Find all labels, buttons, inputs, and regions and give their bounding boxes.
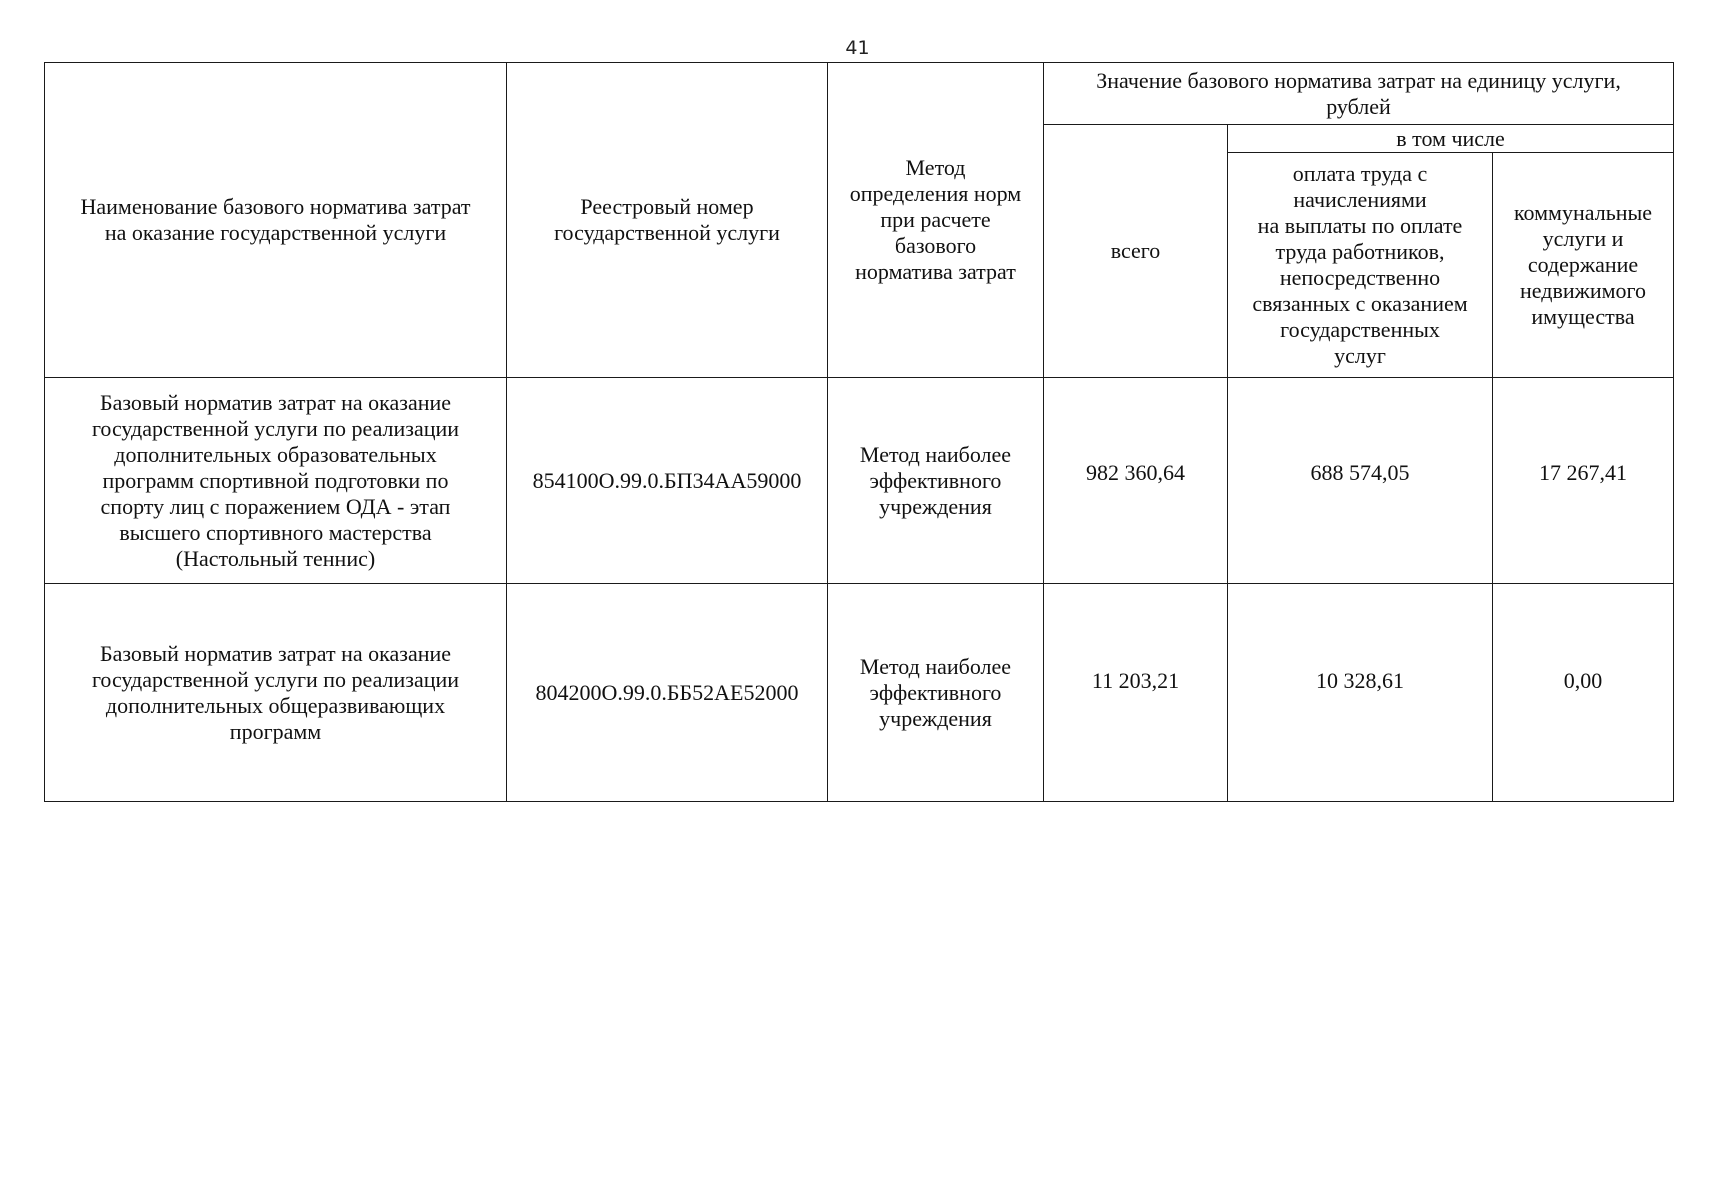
row-name-cell: Базовый норматив затрат на оказание государственной услуги по реализации дополнительных общеразвивающих программ bbox=[45, 584, 507, 802]
header-name-cell: Наименование базового норматива затрат на оказание государственной услуги bbox=[45, 63, 507, 378]
row-method-cell: Метод наиболее эффективного учреждения bbox=[828, 378, 1044, 584]
header-row-1 bbox=[45, 63, 1674, 125]
header-utilities-cell: коммунальные услуги и содержание недвижимого имущества bbox=[1493, 153, 1674, 378]
header-including-cell: в том числе bbox=[1228, 125, 1674, 153]
table-row bbox=[45, 378, 1674, 584]
header-method-cell: Метод определения норм при расчете базового норматива затрат bbox=[828, 63, 1044, 378]
row-total-cell: 982 360,64 bbox=[1044, 378, 1228, 584]
row-labor-cell: 688 574,05 bbox=[1228, 378, 1493, 584]
header-labor-cell: оплата труда с начислениями на выплаты по оплате труда работников, непосредственно связанных с оказанием государственных услуг bbox=[1228, 153, 1493, 378]
row-utilities-cell: 17 267,41 bbox=[1493, 378, 1674, 584]
row-total-cell: 11 203,21 bbox=[1044, 584, 1228, 802]
row-labor-cell: 10 328,61 bbox=[1228, 584, 1493, 802]
page-number: 41 bbox=[845, 37, 870, 59]
header-total-cell: всего bbox=[1044, 125, 1228, 378]
header-value-group-cell: Значение базового норматива затрат на единицу услуги, рублей bbox=[1044, 63, 1674, 125]
header-registry-cell: Реестровый номер государственной услуги bbox=[507, 63, 828, 378]
row-utilities-cell: 0,00 bbox=[1493, 584, 1674, 802]
row-registry-cell: 854100О.99.0.БП34АА59000 bbox=[507, 378, 828, 584]
table-row bbox=[45, 584, 1674, 802]
row-registry-cell: 804200О.99.0.ББ52АЕ52000 bbox=[507, 584, 828, 802]
cost-norm-table bbox=[44, 62, 1674, 802]
row-name-cell: Базовый норматив затрат на оказание государственной услуги по реализации дополнительных образовательных программ спортивной подготовки по спорту лиц с поражением ОДА - этап высшего спортивного мастерства (Настольный теннис) bbox=[45, 378, 507, 584]
row-method-cell: Метод наиболее эффективного учреждения bbox=[828, 584, 1044, 802]
